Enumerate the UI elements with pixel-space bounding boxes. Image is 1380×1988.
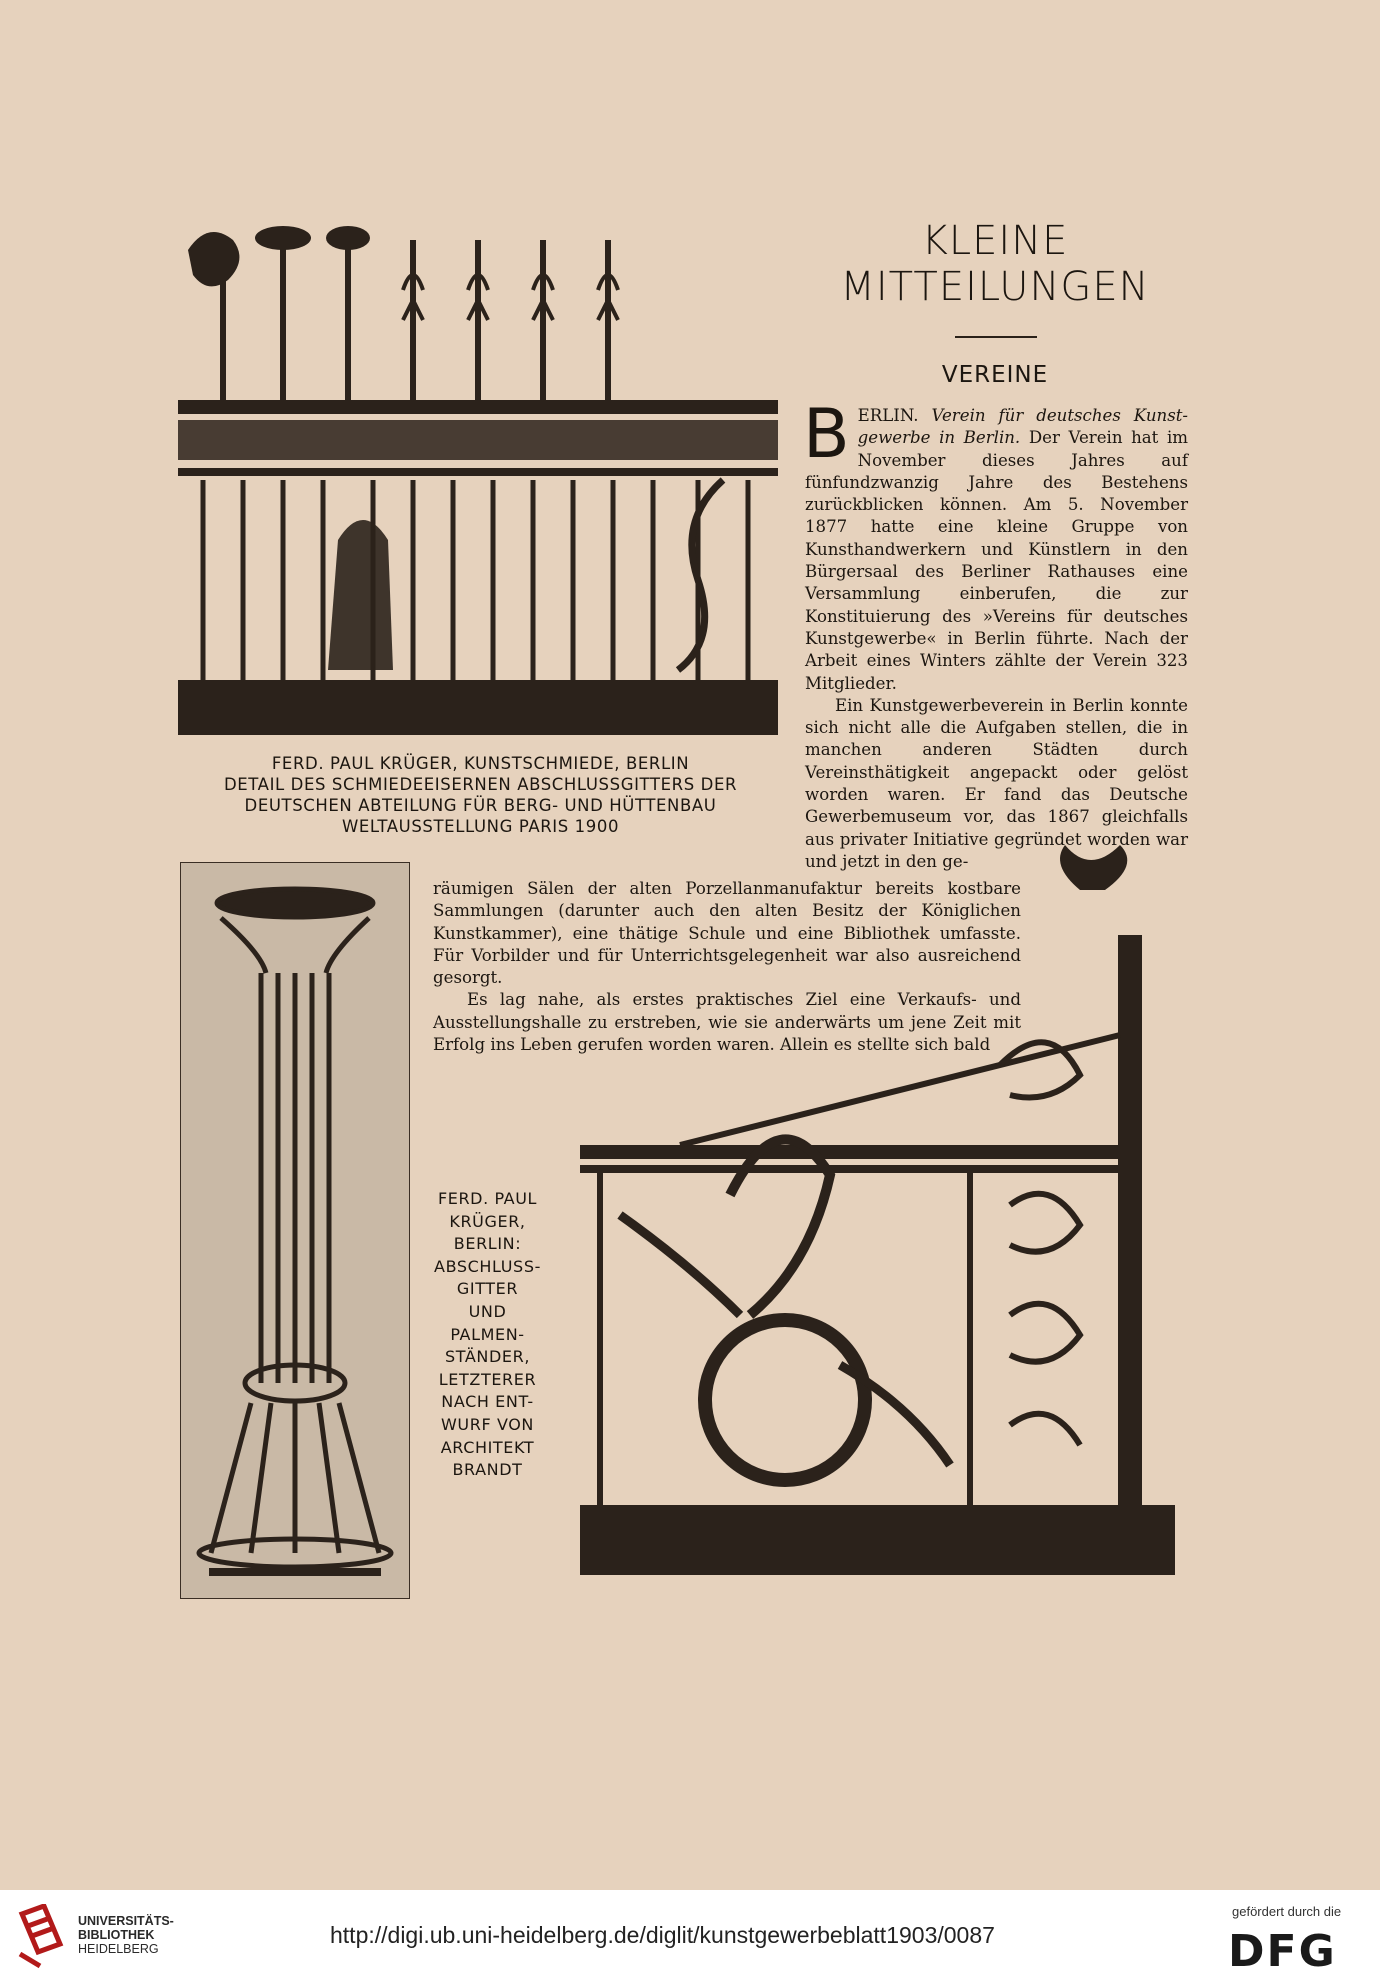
side-caption-line: LETZTERER: [438, 1369, 537, 1389]
top-caption-line-3: DEUTSCHEN ABTEILUNG FÜR BERG- UND HÜTTENBAU: [244, 796, 717, 815]
article-column: [803, 395, 1188, 873]
side-caption-line: KRÜGER,: [449, 1211, 526, 1231]
library-logo-icon: [14, 1904, 68, 1970]
library-line-1: UNIVERSITÄTS-: [78, 1914, 174, 1928]
page-title: [805, 218, 1185, 310]
paragraph-2-continued: räumigen Sälen der alten Porzellanmanufaktur bereits kostbare Sammlungen (darunter auch den alten Besitz der Königlichen Kunstkammer), eine thätige Schule und eine Bibliothek umfasste. Für Vorbilder und für Unterrichtsgelegenheit war also ausreichend gesorgt.: [433, 879, 1021, 988]
dragon-railing-photo: [580, 845, 1175, 1605]
digitization-footer: [0, 1890, 1380, 1988]
top-photo-caption: [178, 753, 783, 837]
title-line-1: KLEINE: [921, 218, 1069, 264]
dfg-logo: DFG: [1228, 1926, 1337, 1977]
drop-cap: B: [803, 395, 850, 474]
library-line-3: HEIDELBERG: [78, 1942, 159, 1956]
library-name: [78, 1914, 174, 1956]
top-caption-line-2: DETAIL DES SCHMIEDEEISERNEN ABSCHLUSSGITTERS DER: [223, 775, 738, 794]
side-caption-line: FERD. PAUL: [437, 1189, 538, 1208]
section-heading: VEREINE: [941, 362, 1049, 388]
side-caption-line: UND: [468, 1301, 507, 1321]
association-name: Verein für deutsches Kunst-gewerbe in Berlin.: [857, 406, 1188, 448]
top-caption-line-4: WELTAUSSTELLUNG PARIS 1900: [341, 817, 620, 836]
side-caption-line: ABSCHLUSS-: [434, 1256, 541, 1276]
side-photo-caption: [420, 1188, 555, 1482]
side-caption-line: STÄNDER,: [444, 1347, 531, 1367]
side-caption-line: BERLIN:: [453, 1234, 522, 1254]
side-caption-line: PALMEN-: [450, 1324, 525, 1344]
funding-note: gefördert durch die: [1232, 1904, 1342, 1919]
place-name: ERLIN.: [857, 406, 919, 425]
library-line-2: BIBLIOTHEK: [78, 1928, 155, 1942]
source-url-link[interactable]: http://digi.ub.uni-heidelberg.de/diglit/kunstgewerbeblatt1903/0087: [330, 1922, 995, 1948]
palm-stand-photo: [180, 862, 410, 1599]
side-caption-line: ARCHITEKT: [440, 1437, 535, 1457]
paragraph-2: Ein Kunstgewerbeverein in Berlin konnte sich nicht alle die Aufgaben stellen, die in manchen anderen Städten durch Vereinsthätigkeit angepackt oder gelöst worden waren. Er fand das Deutsche Gewerbemuseum vor, das 1867 gleichfalls aus privater Initiative gegründet worden war und jetzt in den ge-: [805, 695, 1188, 871]
side-caption-line: BRANDT: [452, 1460, 523, 1480]
top-caption-line-1: FERD. PAUL KRÜGER, KUNSTSCHMIEDE, BERLIN: [271, 754, 690, 773]
railing-detail-photo: [178, 220, 783, 750]
title-line-2: MITTEILUNGEN: [840, 264, 1150, 310]
paragraph-3: Es lag nahe, als erstes praktisches Ziel eine Verkaufs- und Ausstellungshalle zu erstreben, wie sie anderwärts um jene Zeit mit Erfolg ins Leben gerufen worden waren. Allein es stellte sich bald: [433, 990, 1021, 1055]
side-caption-line: NACH ENT-: [441, 1392, 534, 1412]
paragraph-1-text: Der Verein hat im November dieses Jahres auf fünfundzwanzig Jahre des Bestehens zurückblicken können. Am 5. November 1877 hatte eine kleine Gruppe von Kunsthandwerkern und Künstlern in den Bürgersaal des Berliner Rathauses eine Versammlung einberufen, die zur Konstituierung des »Vereins für deutsches Kunstgewerbe« in Berlin führte. Nach der Arbeit eines Winters zählte der Verein 323 Mitglieder.: [805, 428, 1188, 693]
side-caption-line: GITTER: [456, 1279, 519, 1299]
paragraph-1: [803, 395, 1188, 695]
side-caption-line: WURF VON: [441, 1414, 534, 1434]
title-divider: [955, 336, 1037, 338]
